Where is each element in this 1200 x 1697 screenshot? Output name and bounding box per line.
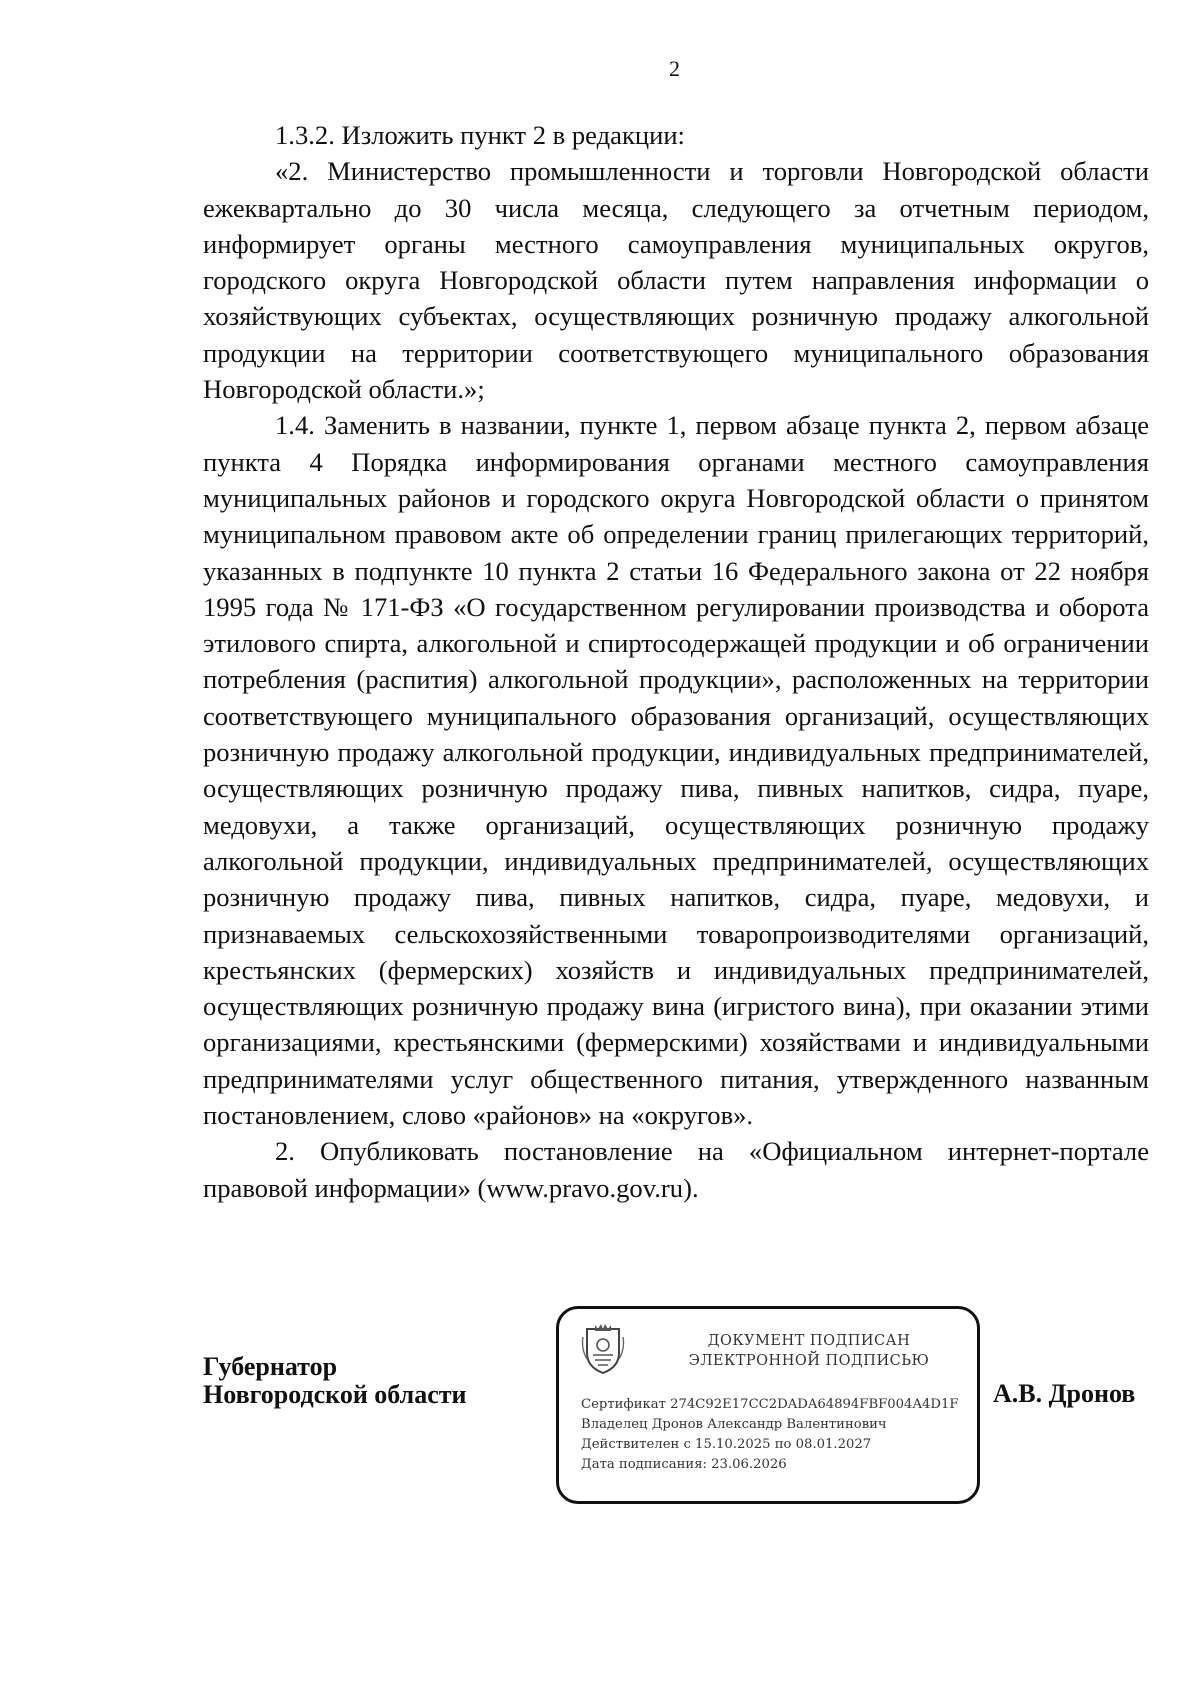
stamp-validity: Действителен с 15.10.2025 по 08.01.2027 — [581, 1437, 872, 1452]
stamp-owner: Владелец Дронов Александр Валентинович — [581, 1417, 887, 1432]
stamp-header-line2: ЭЛЕКТРОННОЙ ПОДПИСЬЮ — [688, 1353, 930, 1369]
paragraph-1-3-2: 1.3.2. Изложить пункт 2 в редакции: — [275, 120, 685, 150]
paragraph-quoted-item-2: «2. Министерство промышленности и торговли Новгородской области ежеквартально до 30 числа месяца, следующего за отчетным периодом, информирует органы местного самоуправления муниципальных округов, городского округа Новгородской области путем направления информации о хозяйствующих субъектах, осуществляющих розничную продажу алкогольной продукции на территории соответствующего муниципального образования Новгородской области.»; — [203, 156, 1149, 405]
page-number: 2 — [669, 56, 680, 81]
signer-position — [203, 1353, 467, 1409]
paragraph-1-4: 1.4. Заменить в названии, пункте 1, первом абзаце пункта 2, первом абзаце пункта 4 Порядка информирования органами местного самоуправления муниципальных районов и городского округа Новгородской области о принятом муниципальном правовом акте об определении границ прилегающих территорий, указанных в подпункте 10 пункта 2 статьи 16 Федерального закона от 22 ноября 1995 года № 171-ФЗ «О государственном регулировании производства и оборота этилового спирта, алкогольной и спиртосодержащей продукции и об ограничении потребления (распития) алкогольной продукции», расположенных на территории соответствующего муниципального образования организаций, осуществляющих розничную продажу алкогольной продукции, индивидуальных предпринимателей, осуществляющих розничную продажу пива, пивных напитков, сидра, пуаре, медовухи, а также организаций, осуществляющих розничную продажу алкогольной продукции, индивидуальных предпринимателей, осуществляющих розничную продажу пива, пивных напитков, сидра, пуаре, медовухи, и признаваемых сельскохозяйственными товаропроизводителями организаций, крестьянских (фермерских) хозяйств и индивидуальных предпринимателей, осуществляющих розничную продажу вина (игристого вина), при оказании этими организациями, крестьянскими (фермерскими) хозяйствами и индивидуальными предпринимателями услуг общественного питания, утвержденного названным постановлением, слово «районов» на «округов». — [203, 410, 1149, 1131]
paragraph-2-publish: 2. Опубликовать постановление на «Официальном интернет-портале правовой информации» (www.pravo.gov.ru). — [203, 1136, 1149, 1203]
stamp-signed-date: Дата подписания: 23.06.2026 — [581, 1457, 787, 1472]
electronic-signature-stamp — [556, 1306, 980, 1504]
stamp-details — [581, 1395, 958, 1475]
coat-of-arms-icon — [581, 1323, 625, 1375]
stamp-certificate: Сертификат 274C92E17CC2DADA64894FBF004A4D1F — [581, 1397, 959, 1412]
signer-name: А.В. Дронов — [993, 1379, 1136, 1408]
stamp-header — [659, 1331, 959, 1371]
signer-position-line1: Губернатор — [203, 1352, 338, 1381]
stamp-header-line1: ДОКУМЕНТ ПОДПИСАН — [707, 1333, 911, 1349]
signer-position-line2: Новгородской области — [203, 1380, 467, 1409]
document-body — [203, 117, 1149, 1206]
